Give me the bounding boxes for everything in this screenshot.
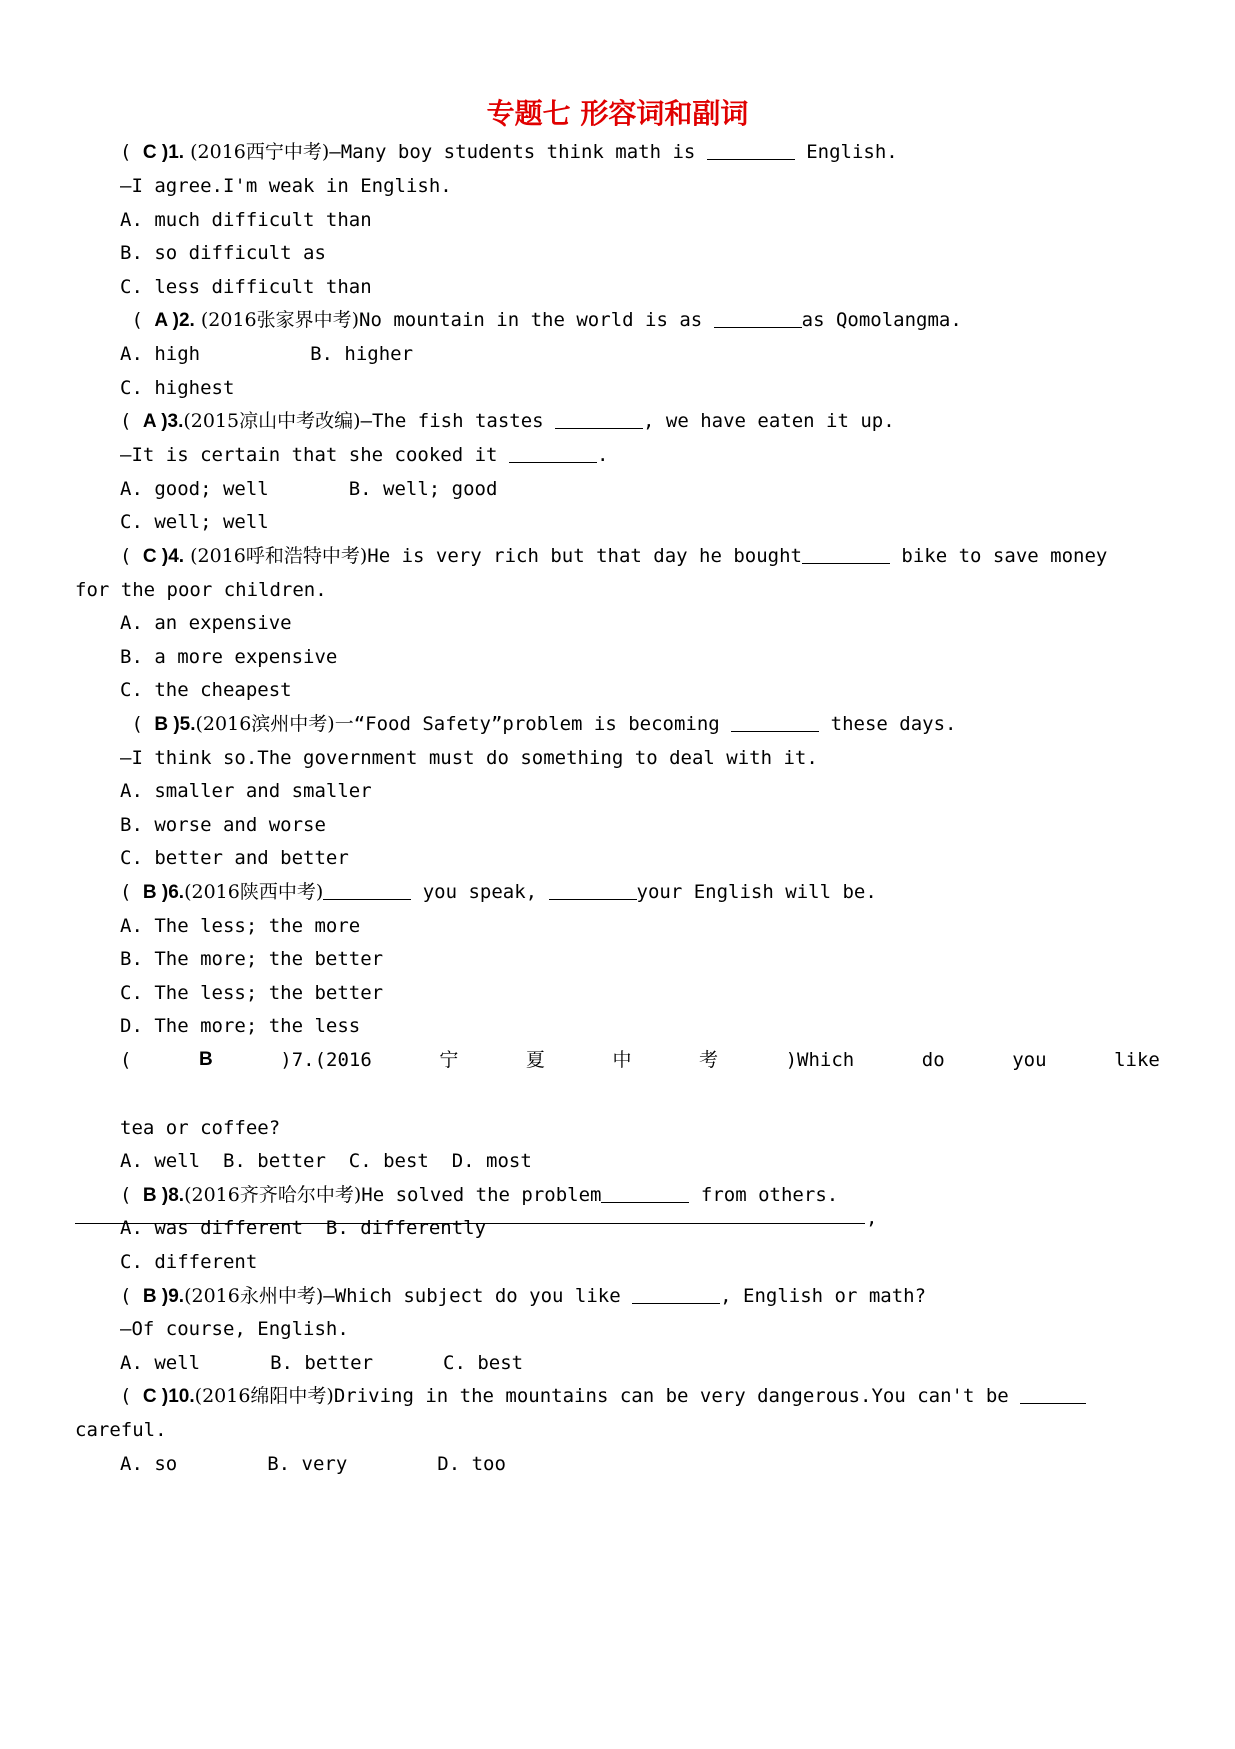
option: B. so difficult as bbox=[120, 242, 326, 264]
option: C. different bbox=[120, 1251, 258, 1273]
answer-9: B bbox=[142, 1286, 157, 1307]
option: B. a more expensive bbox=[120, 646, 338, 668]
question-9-stem: ( B )9.(2016永州中考)—Which subject do you like , English or math? bbox=[120, 1285, 927, 1307]
answer-blank bbox=[731, 712, 819, 732]
question-7-stem: ( B )7.(2016 宁 夏 中 考 )Which do you like bbox=[120, 1045, 1160, 1075]
option: D. The more; the less bbox=[120, 1015, 361, 1037]
option: C. well; well bbox=[120, 511, 269, 533]
option: A. an expensive bbox=[120, 612, 292, 634]
question-4-continuation: for the poor children. bbox=[75, 579, 327, 601]
options-row: A. good; well B. well; good bbox=[120, 478, 498, 500]
question-1-stem: ( C )1. (2016西宁中考)—Many boy students think math is English. bbox=[120, 141, 898, 163]
question-9-reply: —Of course, English. bbox=[120, 1318, 349, 1340]
question-5-stem: ( B )5.(2016滨州中考)一“Food Safety”problem is becoming these days. bbox=[120, 713, 957, 735]
question-1-reply: —I agree.I'm weak in English. bbox=[120, 175, 452, 197]
answer-8: B bbox=[142, 1185, 157, 1206]
question-5-reply: —I think so.The government must do something to deal with it. bbox=[120, 747, 818, 769]
answer-7: B bbox=[199, 1049, 213, 1070]
answer-blank bbox=[509, 443, 597, 463]
question-3-reply: —It is certain that she cooked it . bbox=[120, 444, 609, 466]
answer-5: B bbox=[154, 714, 169, 735]
question-10-stem: ( C )10.(2016绵阳中考)Driving in the mountains can be very dangerous.You can't be bbox=[120, 1381, 1160, 1411]
options-row: A. well B. better C. best bbox=[120, 1352, 524, 1374]
answer-6: B bbox=[142, 882, 157, 903]
option: B. The more; the better bbox=[120, 948, 384, 970]
answer-blank bbox=[549, 880, 637, 900]
option: C. the cheapest bbox=[120, 679, 292, 701]
question-8-stem: ( B )8.(2016齐齐哈尔中考)He solved the problem from others. bbox=[120, 1184, 839, 1206]
question-7-continuation: tea or coffee? bbox=[120, 1117, 281, 1139]
answer-blank bbox=[1020, 1384, 1086, 1404]
options-row: A. high B. higher bbox=[120, 343, 414, 365]
question-3-stem: ( A )3.(2015凉山中考改编)—The fish tastes , we have eaten it up. bbox=[120, 410, 895, 432]
answer-blank bbox=[632, 1284, 720, 1304]
option: A. smaller and smaller bbox=[120, 780, 372, 802]
punctuation: , bbox=[866, 1207, 878, 1229]
answer-2: A bbox=[154, 310, 168, 331]
answer-1: C bbox=[142, 142, 157, 163]
answer-blank bbox=[555, 409, 643, 429]
option: A. much difficult than bbox=[120, 209, 372, 231]
answer-4: C bbox=[142, 546, 157, 567]
page-title: 专题七 形容词和副词 bbox=[486, 97, 749, 130]
option: A. The less; the more bbox=[120, 915, 361, 937]
question-2-stem: ( A )2. (2016张家界中考)No mountain in the world is as as Qomolangma. bbox=[120, 309, 962, 331]
options-row: A. so B. very D. too bbox=[120, 1453, 506, 1475]
question-10-continuation: careful. bbox=[75, 1419, 167, 1441]
option: C. highest bbox=[120, 377, 235, 399]
answer-blank bbox=[601, 1183, 689, 1203]
answer-blank bbox=[714, 308, 802, 328]
option: C. better and better bbox=[120, 847, 349, 869]
option: C. The less; the better bbox=[120, 982, 384, 1004]
answer-blank bbox=[802, 544, 890, 564]
answer-blank bbox=[707, 140, 795, 160]
answer-blank bbox=[323, 880, 411, 900]
answer-10: C bbox=[142, 1386, 157, 1407]
option: C. less difficult than bbox=[120, 276, 372, 298]
options-row: A. well B. better C. best D. most bbox=[120, 1150, 532, 1172]
options-row: A. was different B. differently bbox=[120, 1217, 487, 1239]
question-4-stem: ( C )4. (2016呼和浩特中考)He is very rich but that day he bought bike to save money bbox=[120, 545, 1108, 567]
question-6-stem: ( B )6.(2016陕西中考) you speak, your English will be. bbox=[120, 881, 877, 903]
answer-3: A bbox=[142, 411, 156, 432]
option: B. worse and worse bbox=[120, 814, 326, 836]
